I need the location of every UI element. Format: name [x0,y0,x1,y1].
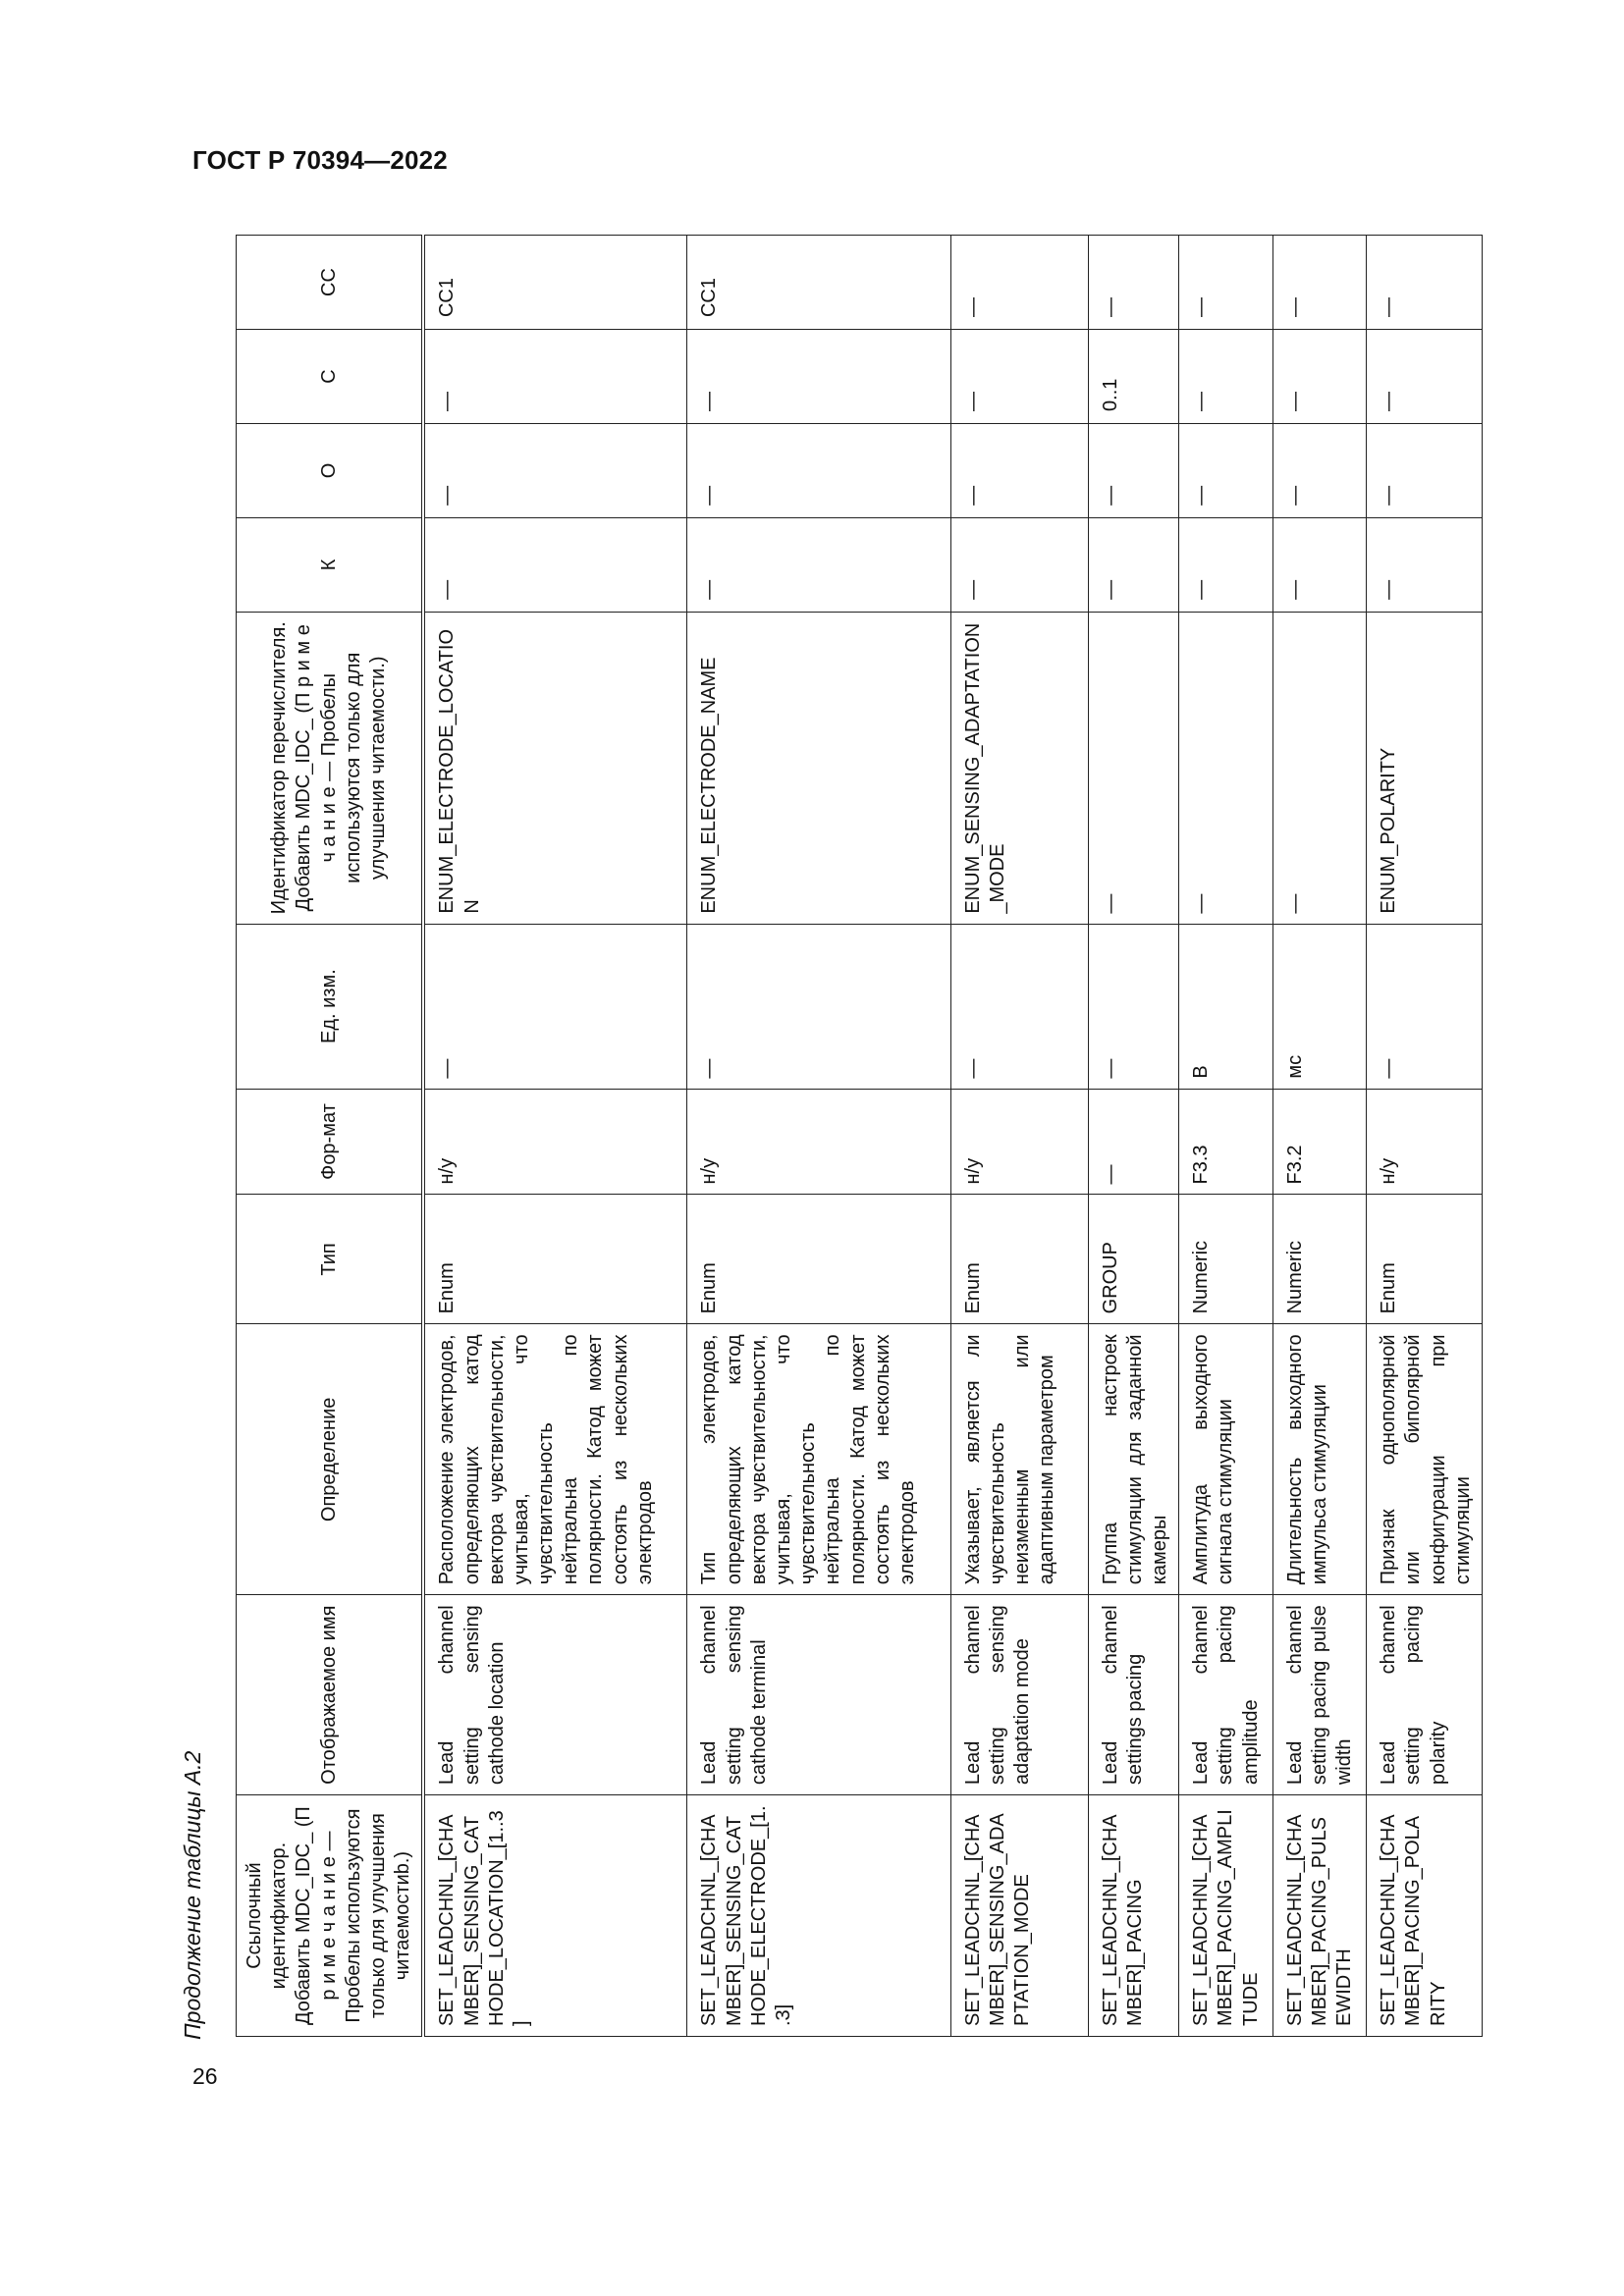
cell-o: — [687,423,950,517]
cell-display-name: Lead channel setting pacing polarity [1367,1595,1483,1795]
cell-format: н/у [687,1089,950,1195]
cell-c: — [423,330,687,424]
cell-c: — [1272,330,1367,424]
cell-unit: В [1179,924,1273,1089]
cell-k: — [1272,517,1367,612]
cell-definition: Группа настроек стимуляции для заданной камеры [1088,1324,1179,1595]
cell-definition: Тип электродов, определяющих катод вектора чувствительности, учитывая, что чувствительность нейтральна по полярности. Катод может состоять из нескольких электродов [687,1324,950,1595]
header-definition: Определение [237,1324,424,1595]
cell-cc: CC1 [423,236,687,330]
cell-display-name: Lead channel setting sensing cathode terminal [687,1595,950,1795]
table-row [687,236,950,2037]
cell-k: — [1088,517,1179,612]
header-cc: СС [237,236,424,330]
header-k: К [237,517,424,612]
cell-k: — [1367,517,1483,612]
header-format: Фор-мат [237,1089,424,1195]
header-o: О [237,423,424,517]
cell-type: Numeric [1179,1195,1273,1324]
cell-definition: Расположение электродов, определяющих катод вектора чувствительности, учитывая, что чувствительность нейтральна по полярности. Катод может состоять из нескольких электродов [423,1324,687,1595]
cell-display-name: Lead channel settings pacing [1088,1595,1179,1795]
cell-cc: — [1272,236,1367,330]
cell-type: Enum [687,1195,950,1324]
table-continuation-caption: Продолжение таблицы А.2 [180,1750,205,2040]
cell-enum-id: — [1272,612,1367,924]
cell-enum-id: — [1088,612,1179,924]
cell-type: Enum [1367,1195,1483,1324]
cell-definition: Признак однополярной или биполярной конфигурации при стимуляции [1367,1324,1483,1595]
cell-c: — [1367,330,1483,424]
cell-unit: — [687,924,950,1089]
table-row [1088,236,1179,2037]
cell-format: — [1088,1089,1179,1195]
cell-k: — [950,517,1088,612]
cell-unit: — [1367,924,1483,1089]
table-row [1179,236,1273,2037]
cell-display-name: Lead channel setting sensing adaptation mode [950,1595,1088,1795]
cell-format: н/у [950,1089,1088,1195]
cell-o: — [1179,423,1273,517]
header-display-name: Отображаемое имя [237,1595,424,1795]
cell-ref-id: SET_LEADCHNL_[CHAMBER]_SENSING_ADAPTATION_MODE [950,1795,1088,2037]
cell-ref-id: SET_LEADCHNL_[CHAMBER]_SENSING_CATHODE_LOCATION_[1..3] [423,1795,687,2037]
cell-type: Numeric [1272,1195,1367,1324]
cell-unit: — [1088,924,1179,1089]
cell-c: — [1179,330,1273,424]
cell-ref-id: SET_LEADCHNL_[CHAMBER]_PACING_POLARITY [1367,1795,1483,2037]
cell-display-name: Lead channel setting pacing amplitude [1179,1595,1273,1795]
cell-display-name: Lead channel setting sensing cathode location [423,1595,687,1795]
cell-unit: — [423,924,687,1089]
cell-definition: Длительность выходного импульса стимуляции [1272,1324,1367,1595]
cell-definition: Амплитуда выходного сигнала стимуляции [1179,1324,1273,1595]
cell-k: — [687,517,950,612]
document-header: ГОСТ Р 70394—2022 [192,145,448,175]
cell-ref-id: SET_LEADCHNL_[CHAMBER]_PACING [1088,1795,1179,2037]
cell-enum-id: ENUM_SENSING_ADAPTATION_MODE [950,612,1088,924]
cell-enum-id: ENUM_ELECTRODE_LOCATION [423,612,687,924]
cell-format: F3.2 [1272,1089,1367,1195]
table-row [1272,236,1367,2037]
cell-definition: Указывает, является ли чувствительность неизменным или адаптивным параметром [950,1324,1088,1595]
cell-o: — [1272,423,1367,517]
table-row [1367,236,1483,2037]
cell-c: — [950,330,1088,424]
cell-cc: CC1 [687,236,950,330]
cell-type: GROUP [1088,1195,1179,1324]
cell-ref-id: SET_LEADCHNL_[CHAMBER]_PACING_PULSEWIDTH [1272,1795,1367,2037]
cell-type: Enum [950,1195,1088,1324]
cell-o: — [950,423,1088,517]
table-row [950,236,1088,2037]
cell-o: — [1088,423,1179,517]
header-type: Тип [237,1195,424,1324]
header-ref-id: Ссылочный идентификатор. Добавить MDC_IDC_ (П р и м е ч а н и е — Пробелы используются только для улучшения читаемостиb.) [237,1795,424,2037]
cell-format: F3.3 [1179,1089,1273,1195]
cell-c: 0..1 [1088,330,1179,424]
parameters-table [236,235,1483,2037]
cell-k: — [423,517,687,612]
cell-cc: — [1367,236,1483,330]
cell-o: — [1367,423,1483,517]
cell-unit: мс [1272,924,1367,1089]
rotated-table-container [236,235,1483,2037]
cell-format: н/у [1367,1089,1483,1195]
cell-o: — [423,423,687,517]
header-unit: Ед. изм. [237,924,424,1089]
cell-enum-id: ENUM_POLARITY [1367,612,1483,924]
cell-unit: — [950,924,1088,1089]
cell-c: — [687,330,950,424]
cell-display-name: Lead channel setting pacing pulse width [1272,1595,1367,1795]
cell-enum-id: — [1179,612,1273,924]
cell-enum-id: ENUM_ELECTRODE_NAME [687,612,950,924]
cell-format: н/у [423,1089,687,1195]
cell-k: — [1179,517,1273,612]
cell-type: Enum [423,1195,687,1324]
header-enum-id: Идентификатор перечислителя. Добавить MDC_IDC_ (П р и м е ч а н и е — Пробелы используются только для улучшения читаемости.) [237,612,424,924]
header-c: С [237,330,424,424]
cell-ref-id: SET_LEADCHNL_[CHAMBER]_SENSING_CATHODE_ELECTRODE_[1..3] [687,1795,950,2037]
cell-cc: — [1179,236,1273,330]
table-row [423,236,687,2037]
cell-cc: — [1088,236,1179,330]
page-number: 26 [192,2063,218,2089]
cell-ref-id: SET_LEADCHNL_[CHAMBER]_PACING_AMPLITUDE [1179,1795,1273,2037]
cell-cc: — [950,236,1088,330]
table-header-row [237,236,424,2037]
